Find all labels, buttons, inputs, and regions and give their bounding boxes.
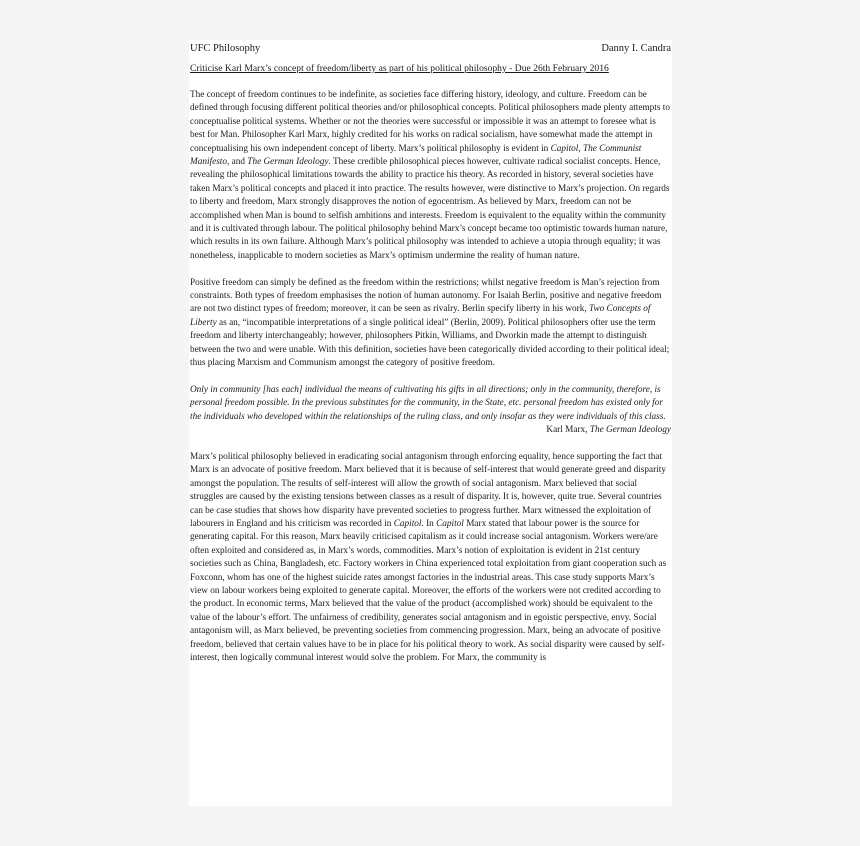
work-title: Capitol xyxy=(550,143,579,154)
work-title: Two Concepts of Liberty xyxy=(190,304,651,328)
block-quote: Only in community [has each] individual the means of cultivating his gifts in all directions; only in the community, therefore, is personal freedom possible. In the previous substitutes for the community, in the State, etc. personal freedom has existed only for the individuals who developed within the relationships of the ruling class, and only insofar as they were individuals of this class. xyxy=(190,384,666,422)
quote-attribution: Karl Marx, The German Ideology xyxy=(546,425,671,436)
essay-body xyxy=(190,89,671,679)
paragraph-2: Positive freedom can simply be defined as the freedom within the restrictions; whilst negative freedom is Man’s rejection from constraints. Both types of freedom emphasises the notion of human autonomy. For Isaiah Berlin, positive and negative freedom are not two distinct types of freedom; moreover, it can be seen as rivalry. Berlin specify liberty in his work, Two Concepts of Liberty as an, “incompatible interpretations of a single political ideal” (Berlin, 2009). Political philosophers ofter use the term freedom and liberty interchangeably; however, philosophers Pitkin, Williams, and Dworkin made the attempt to distinguish between the two and were unable. With this definition, societies have been categorically divided according to their political ideal; thus placing Marxism and Communism amongst the category of positive freedom. xyxy=(190,277,670,369)
paragraph-3: Marx’s political philosophy believed in eradicating social antagonism through enforcing equality, hence supporting the fact that Marx is an advocate of positive freedom. Marx believed that it is because of self-interest that would generate greed and disparity amongst the population. The results of self-interest will allow the growth of social antagonism. Marx believed that social struggles are caused by the existing tensions between classes as a result of disparity. It is, however, quite true. Several countries can be case studies that shows how disparity have prevented societies to progress further. Marx witnessed the exploitation of labourers in England and his criticism was recorded in Capitol. In Capitol Marx stated that labour power is the source for generating capital. For this reason, Marx heavily criticised capitalism as it could increase social antagonism. Workers were/are often exploited and considered as, in Marx’s words, commodities. Marx’s notion of exploitation is evident in 21st century societies such as China, Bangladesh, etc. Factory workers in China experienced total exploitation from giant cooperation such as Foxconn, whom has one of the highest suicide rates amongst factories in the industrial areas. This case study supports Marx’s view on labour workers being exploited to generate capital. Moreover, the efforts of the workers were not credited according to the product. In economic terms, Marx believed that the value of the product (accomplished work) should be equivalent to the value of the labour’s effort. The unfairness of credibility, generates social antagonism and in egoistic perspective, envy. Social antagonism will, as Marx believed, be preventing societies from commencing progression. Marx, being an advocate of positive freedom, believed that certain values have to be in place for his political theory to work. As social disparity were caused by self-interest, then logically communal interest would solve the problem. For Marx, the community is xyxy=(190,451,667,664)
document-page xyxy=(189,40,672,806)
work-title: The German Ideology xyxy=(589,425,671,436)
header-course: UFC Philosophy xyxy=(190,43,261,54)
header-author: Danny I. Candra xyxy=(601,43,671,54)
work-title: Capitol xyxy=(436,518,464,529)
paragraph-1: The concept of freedom continues to be indefinite, as societies face differing history, ideology, and culture. Freedom can be defined through focusing different political theories and/or philosophical concepts. Political philosophers made plenty attempts to conceptualise political systems. Whether or not the theories were successful or impossible it was an attempt to foresee what is best for Man. Philosopher Karl Marx, highly credited for his works on radical socialism, have somewhat made the attempt in conceptualising his own independent concept of liberty. Marx’s political philosophy is evident in Capitol, The Communist Manifesto, and The German Ideology. These credible philosophical pieces however, cultivate radical socialist concepts. Hence, revealing the philosophical limitations towards the ability to practice his theory. As recorded in history, several societies have taken Marx’s political concepts and placed it into practice. The results however, were distinctive to Marx’s projection. On regards to liberty and freedom, Marx strongly disapproves the notion of egocentrism. As believed by Marx, freedom can not be accomplished when Man is bound to selfish ambitions and interests. Freedom is equivalent to the equality within the community and it is cultivated through labour. The political philosophy behind Marx’s concept became too optimistic towards human nature, which results in its own failure. Although Marx’s political philosophy was intended to achieve a utopia through equality; it was nonetheless, inapplicable to modern societies as Marx’s optimism undermine the reality of human nature. xyxy=(190,90,670,261)
work-title: The Communist Manifesto xyxy=(190,143,642,168)
work-title: The German Ideology xyxy=(247,157,329,168)
page-header xyxy=(190,42,671,56)
essay-title: Criticise Karl Marx’s concept of freedom/liberty as part of his political philosophy - Due 26th February 2016 xyxy=(190,63,609,74)
work-title: Capitol xyxy=(393,518,422,529)
